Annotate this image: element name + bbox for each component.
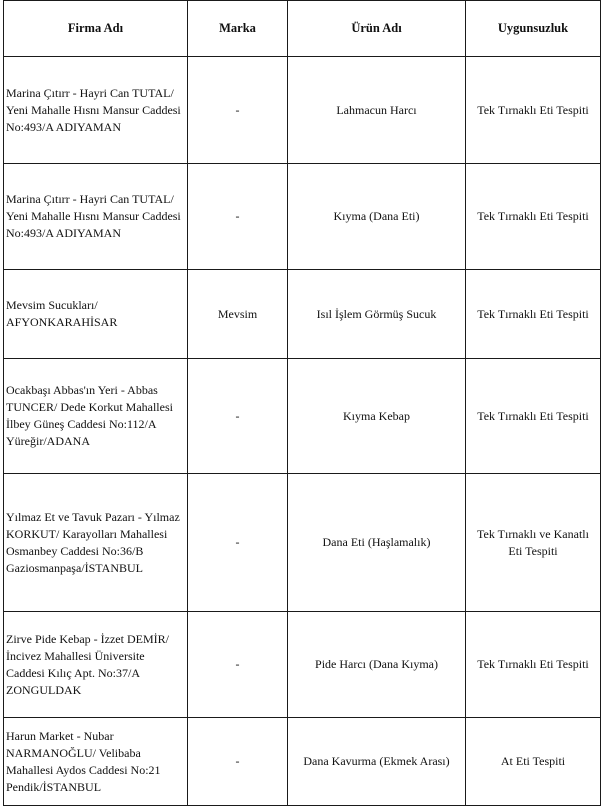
- cell-uygunsuzluk: Tek Tırnaklı Eti Tespiti: [466, 164, 601, 270]
- cell-marka: Mevsim: [188, 270, 288, 359]
- table-row: [4, 612, 601, 718]
- cell-urun: Dana Eti (Haşlamalık): [288, 474, 466, 612]
- header-marka: Marka: [188, 1, 288, 57]
- table-row: [4, 57, 601, 164]
- table-row: [4, 164, 601, 270]
- cell-marka: -: [188, 474, 288, 612]
- cell-marka: -: [188, 57, 288, 164]
- cell-firma: Harun Market - Nubar NARMANOĞLU/ Velibaba Mahallesi Aydos Caddesi No:21 Pendik/İSTANBUL: [4, 718, 188, 806]
- cell-firma: Marina Çıtırr - Hayri Can TUTAL/ Yeni Mahalle Hısnı Mansur Caddesi No:493/A ADIYAMAN: [4, 164, 188, 270]
- cell-firma: Zirve Pide Kebap - İzzet DEMİR/ İncivez Mahallesi Üniversite Caddesi Kılıç Apt. No:37/A ZONGULDAK: [4, 612, 188, 718]
- cell-urun: Dana Kavurma (Ekmek Arası): [288, 718, 466, 806]
- cell-urun: Pide Harcı (Dana Kıyma): [288, 612, 466, 718]
- cell-urun: Kıyma Kebap: [288, 359, 466, 474]
- cell-firma: Ocakbaşı Abbas'ın Yeri - Abbas TUNCER/ Dede Korkut Mahallesi İlbey Güneş Caddesi No:112/A Yüreğir/ADANA: [4, 359, 188, 474]
- cell-marka: -: [188, 718, 288, 806]
- cell-urun: Kıyma (Dana Eti): [288, 164, 466, 270]
- cell-uygunsuzluk: Tek Tırnaklı Eti Tespiti: [466, 57, 601, 164]
- cell-uygunsuzluk: Tek Tırnaklı Eti Tespiti: [466, 612, 601, 718]
- table-row: [4, 270, 601, 359]
- cell-marka: -: [188, 612, 288, 718]
- nonconformity-table: [3, 0, 601, 806]
- cell-firma: Mevsim Sucukları/ AFYONKARAHİSAR: [4, 270, 188, 359]
- cell-urun: Lahmacun Harcı: [288, 57, 466, 164]
- table-row: [4, 718, 601, 806]
- table-row: [4, 474, 601, 612]
- cell-uygunsuzluk: Tek Tırnaklı Eti Tespiti: [466, 270, 601, 359]
- cell-marka: -: [188, 164, 288, 270]
- header-urun: Ürün Adı: [288, 1, 466, 57]
- cell-firma: Yılmaz Et ve Tavuk Pazarı - Yılmaz KORKUT/ Karayolları Mahallesi Osmanbey Caddesi No:36/B Gaziosmanpaşa/İSTANBUL: [4, 474, 188, 612]
- table-header-row: [4, 1, 601, 57]
- cell-uygunsuzluk: At Eti Tespiti: [466, 718, 601, 806]
- cell-firma: Marina Çıtırr - Hayri Can TUTAL/ Yeni Mahalle Hısnı Mansur Caddesi No:493/A ADIYAMAN: [4, 57, 188, 164]
- table-row: [4, 359, 601, 474]
- cell-uygunsuzluk: Tek Tırnaklı ve Kanatlı Eti Tespiti: [466, 474, 601, 612]
- header-uygunsuzluk: Uygunsuzluk: [466, 1, 601, 57]
- header-firma: Firma Adı: [4, 1, 188, 57]
- cell-urun: Isıl İşlem Görmüş Sucuk: [288, 270, 466, 359]
- cell-uygunsuzluk: Tek Tırnaklı Eti Tespiti: [466, 359, 601, 474]
- cell-marka: -: [188, 359, 288, 474]
